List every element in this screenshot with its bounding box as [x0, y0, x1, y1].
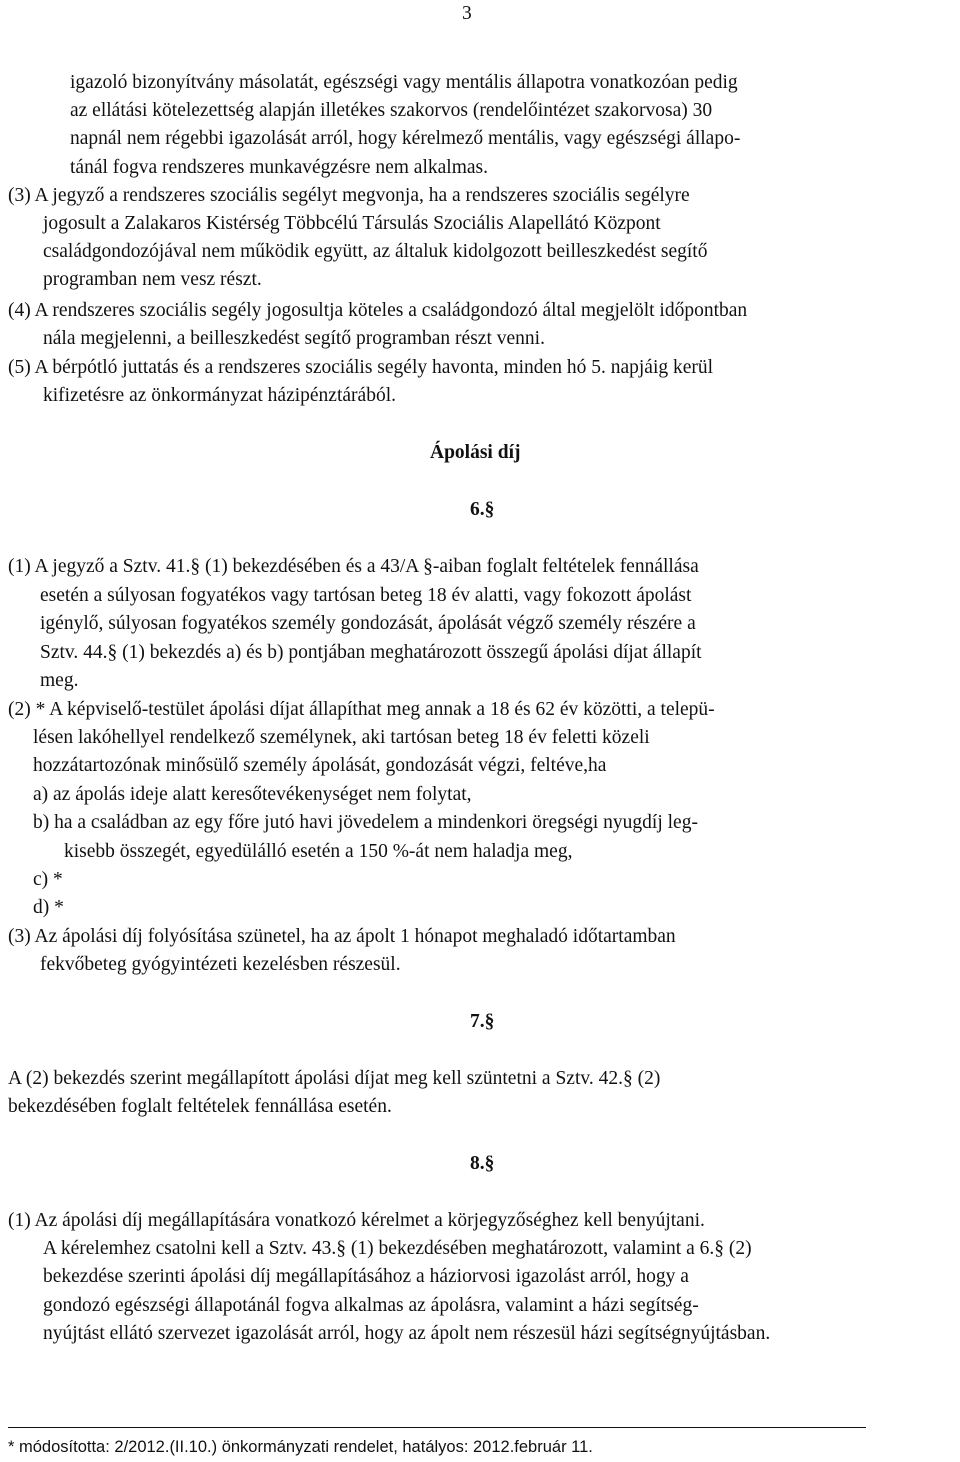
text-line: az ellátási kötelezettség alapján illetékes szakorvos (rendelőintézet szakorvosa) 30: [70, 100, 713, 121]
paragraph-5: (5) A bérpótló juttatás és a rendszeres szociális segély havonta, minden hó 5. napjáig kerül: [8, 357, 714, 378]
text-line: nyújtást ellátó szervezet igazolását arról, hogy az ápolt nem részesül házi segítségnyújtásban.: [43, 1323, 771, 1344]
text-line: igazoló bizonyítvány másolatát, egészségi vagy mentális állapotra vonatkozóan pedig: [70, 72, 738, 93]
list-item-d: d) *: [33, 897, 64, 918]
list-item-a: a) az ápolás ideje alatt keresőtevékenységet nem folytat,: [33, 784, 472, 805]
text-line: családgondozójával nem működik együtt, az általuk kidolgozott beilleszkedést segítő: [43, 241, 708, 262]
text-line: kisebb összegét, egyedülálló esetén a 150 %-át nem haladja meg,: [64, 841, 573, 862]
text-line: kifizetésre az önkormányzat házipénztárából.: [43, 385, 396, 406]
text-line: meg.: [40, 670, 79, 691]
text-line: jogosult a Zalakaros Kistérség Többcélú Társulás Szociális Alapellátó Központ: [43, 213, 661, 234]
list-item-c: c) *: [33, 869, 63, 890]
text-line: A kérelemhez csatolni kell a Sztv. 43.§ (1) bekezdésében meghatározott, valamint a 6.§ (2): [43, 1238, 752, 1259]
text-line: bekezdésében foglalt feltételek fennállása esetén.: [8, 1096, 392, 1117]
paragraph-4: (4) A rendszeres szociális segély jogosultja köteles a családgondozó által megjelölt időpontban: [8, 300, 748, 321]
paragraph-8-1: (1) Az ápolási díj megállapítására vonatkozó kérelmet a körjegyzőséghez kell benyújtani.: [8, 1210, 705, 1231]
text-line: bekezdése szerinti ápolási díj megállapításához a háziorvosi igazolást arról, hogy a: [43, 1266, 689, 1287]
footnote: * módosította: 2/2012.(II.10.) önkormányzati rendelet, hatályos: 2012.február 11.: [8, 1438, 593, 1456]
paragraph-1: (1) A jegyző a Sztv. 41.§ (1) bekezdésében és a 43/A §-aiban foglalt feltételek fennállása: [8, 556, 699, 577]
text-line: programban nem vesz részt.: [43, 269, 262, 290]
text-line: igénylő, súlyosan fogyatékos személy gondozását, ápolását végző személy részére a: [40, 613, 696, 634]
paragraph-2: (2) * A képviselő-testület ápolási díjat állapíthat meg annak a 18 és 62 év közötti, a telepü-: [8, 699, 715, 720]
text-line: gondozó egészségi állapotánál fogva alkalmas az ápolásra, valamint a házi segítség-: [43, 1295, 699, 1316]
paragraph-7: A (2) bekezdés szerint megállapított ápolási díjat meg kell szüntetni a Sztv. 42.§ (2): [8, 1068, 661, 1089]
text-line: tánál fogva rendszeres munkavégzésre nem alkalmas.: [70, 157, 488, 178]
text-line: fekvőbeteg gyógyintézeti kezelésben részesül.: [40, 954, 401, 975]
text-line: napnál nem régebbi igazolását arról, hogy kérelmező mentális, vagy egészségi állapo-: [70, 128, 741, 149]
list-item-b: b) ha a családban az egy főre jutó havi jövedelem a mindenkori öregségi nyugdíj leg-: [33, 812, 698, 833]
footnote-separator: [8, 1427, 866, 1428]
section-number-7: 7.§: [470, 1011, 495, 1032]
section-number-8: 8.§: [470, 1153, 495, 1174]
paragraph-3b: (3) Az ápolási díj folyósítása szünetel, ha az ápolt 1 hónapot meghaladó időtartamban: [8, 926, 676, 947]
text-line: lésen lakóhellyel rendelkező személynek, aki tartósan beteg 18 év feletti közeli: [33, 727, 650, 748]
text-line: esetén a súlyosan fogyatékos vagy tartósan beteg 18 év alatti, vagy fokozott ápolást: [40, 585, 692, 606]
paragraph-3: (3) A jegyző a rendszeres szociális segélyt megvonja, ha a rendszeres szociális segélyre: [8, 185, 690, 206]
text-line: hozzátartozónak minősülő személy ápolását, gondozását végzi, feltéve,ha: [33, 755, 607, 776]
text-line: nála megjelenni, a beilleszkedést segítő programban részt venni.: [43, 328, 545, 349]
page-number: 3: [462, 3, 472, 24]
section-heading: Ápolási díj: [430, 442, 521, 463]
section-number-6: 6.§: [470, 499, 495, 520]
text-line: Sztv. 44.§ (1) bekezdés a) és b) pontjában meghatározott összegű ápolási díjat állapít: [40, 642, 702, 663]
